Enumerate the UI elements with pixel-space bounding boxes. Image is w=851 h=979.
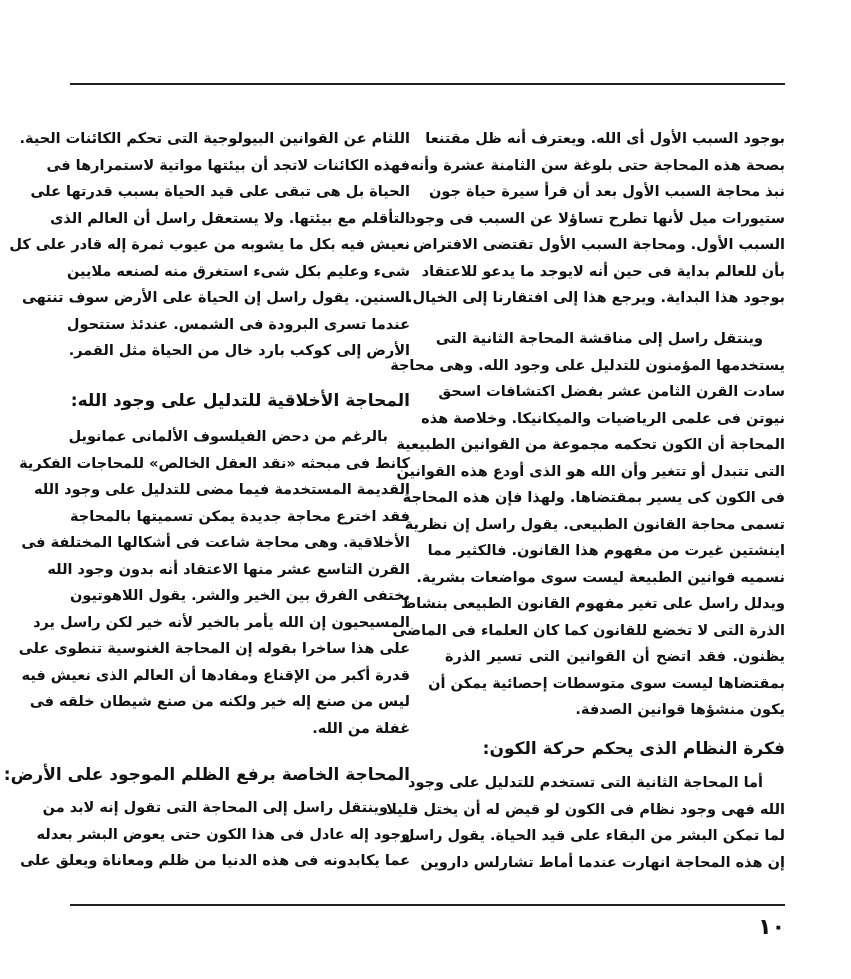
paragraph bbox=[386, 770, 785, 876]
text-line: سادت القرن الثامن عشر بفضل اكتشافات اسحق bbox=[438, 384, 785, 400]
text-line: القديمة المستخدمة فيما مضى للتدليل على وجود الله bbox=[33, 482, 410, 498]
text-line: الذرة التى لا تخضع للقانون كما كان العلماء فى الماضى bbox=[392, 622, 785, 639]
text-line: تسمى محاجة القانون الطبيعى. يقول راسل إن نظرية bbox=[404, 516, 785, 533]
text-line: ستيورات ميل لأنها تطرح تساؤلا عن السبب فى وجود bbox=[408, 210, 785, 227]
text-line: ليس من صنع إله خير ولكنه من صنع شيطان خلقه فى bbox=[29, 694, 410, 710]
section-heading: فكرة النظام الذى يحكم حركة الكون: bbox=[482, 739, 785, 759]
text-line: السنين. يقول راسل إن الحياة على الأرض سوف تنتهى bbox=[22, 290, 410, 306]
text-line: الأخلاقية. وهى محاجة شاعت فى أشكالها المختلفة فى bbox=[21, 535, 410, 551]
text-line: نبذ محاجة السبب الأول بعد أن قرأ سيرة حياة جون bbox=[429, 184, 785, 200]
text-line: الأرض إلى كوكب بارد خال من الحياة مثل القمر. bbox=[68, 343, 410, 359]
text-line: بوجود السبب الأول أى الله. ويعترف أنه ظل مقتنعا bbox=[425, 131, 785, 147]
text-line: المحاجة أن الكون تحكمه مجموعة من القوانين الطبيعية bbox=[396, 437, 785, 453]
text-line: يكون منشؤها قوانين الصدفة. bbox=[575, 702, 785, 718]
paragraph bbox=[18, 424, 410, 742]
text-line: اللثام عن القوانين البيولوجية التى تحكم الكائنات الحية. bbox=[19, 131, 410, 147]
top-rule bbox=[70, 83, 785, 85]
text-line: إن هذه المحاجة انهارت عندما أماط تشارلس داروين bbox=[420, 854, 785, 871]
paragraph bbox=[20, 795, 410, 875]
text-line: اينشتين غيرت من مفهوم هذا القانون. فالكثير مما bbox=[427, 543, 785, 559]
text-line: عندما تسرى البرودة فى الشمس. عندئذ ستتحول bbox=[66, 316, 410, 333]
text-line: كانط فى مبحثه «نقد العقل الخالص» للمحاجات الفكرية bbox=[19, 455, 410, 472]
text-line: أما المحاجة الثانية التى تستخدم للتدليل على وجود bbox=[408, 775, 763, 791]
text-line: المسيحيون إن الله يأمر بالخير لأنه خير لكن راسل يرد bbox=[33, 614, 410, 631]
text-line: قدرة أكبر من الإقناع ومفادها أن العالم الذى نعيش فيه bbox=[21, 667, 410, 684]
page-number: ١٠ bbox=[758, 915, 785, 940]
text-line: نعيش فيه بكل ما يشوبه من عيوب ثمرة إله قادر على كل bbox=[9, 237, 410, 253]
text-line: التأقلم مع بيئتها. ولا يستعقل راسل أن العالم الذى bbox=[50, 210, 410, 227]
text-line: يختفى الفرق بين الخير والشر. يقول اللاهوتيون bbox=[70, 588, 410, 604]
text-line: على هذا ساخرا بقوله إن المحاجة الغنوسية تنطوى على bbox=[18, 641, 410, 657]
text-line: بأن للعالم بداية فى حين أنه لايوجد ما يدعو للاعتقاد bbox=[421, 263, 785, 280]
text-line: فقد اخترع محاجة جديدة يمكن تسميتها بالمحاجة bbox=[70, 508, 410, 525]
section-heading: المحاجة الأخلاقية للتدليل على وجود الله: bbox=[70, 391, 410, 411]
text-line: بصحة هذه المحاجة حتى بلوغة سن الثامنة عشرة وأنه bbox=[409, 157, 785, 174]
text-line: فى الكون كى يسير بمقتضاها. ولهذا فإن هذه المحاجة bbox=[402, 490, 785, 506]
text-line: وجود إله عادل فى هذا الكون حتى يعوض البشر بعدله bbox=[36, 826, 410, 843]
paragraph bbox=[390, 326, 785, 724]
text-line: بالرغم من دحض الفيلسوف الألمانى عمانويل bbox=[68, 429, 388, 445]
paragraph bbox=[407, 126, 785, 312]
text-line: وينتقل راسل إلى المحاجة التى تقول إنه لابد من bbox=[42, 800, 388, 816]
text-line: بوجود هذا البداية. ويرجع هذا إلى افتقارنا إلى الخيال. bbox=[407, 290, 785, 306]
text-line: نسميه قوانين الطبيعة ليست سوى مواضعات بشرية. bbox=[416, 569, 785, 586]
text-line: شىء وعليم بكل شىء استغرق منه لصنعه ملايين bbox=[66, 263, 410, 280]
text-line: القرن التاسع عشر منها الاعتقاد أنه بدون وجود الله bbox=[47, 561, 410, 578]
text-line: الله فهى وجود نظام فى الكون لو قيض له أن يختل قليلا bbox=[386, 801, 785, 818]
text-line: فهذه الكائنات لاتجد أن بيئتها مواتية لاستمرارها فى bbox=[46, 157, 410, 174]
text-line: بمقتضاها ليست سوى متوسطات إحصائية يمكن أن bbox=[428, 675, 785, 692]
bottom-rule bbox=[70, 904, 785, 906]
text-line: يستخدمها المؤمنون للتدليل على وجود الله. وهى محاجة bbox=[390, 357, 785, 374]
text-line: عما يكابدونه فى هذه الدنيا من ظلم ومعاناة ويعلق على bbox=[20, 853, 410, 869]
text-line: يظنون. فقد اتضح أن القوانين التى تسير الذرة bbox=[445, 649, 785, 665]
text-line: وينتقل راسل إلى مناقشة المحاجة الثانية التى bbox=[435, 331, 763, 347]
section-heading: المحاجة الخاصة برفع الظلم الموجود على الأرض: bbox=[3, 765, 410, 785]
paragraph bbox=[9, 126, 410, 365]
text-line: لما تمكن البشر من البقاء على قيد الحياة. يقول راسل bbox=[401, 828, 785, 844]
text-line: نيوتن فى علمى الرياضيات والميكانيكا. وخلاصة هذه bbox=[421, 410, 785, 427]
text-line: السبب الأول. ومحاجة السبب الأول تقتضى الافتراض bbox=[413, 237, 785, 253]
text-line: غفلة من الله. bbox=[312, 720, 410, 737]
text-line: الحياة بل هى تبقى على قيد الحياة بسبب قدرتها على bbox=[30, 184, 410, 200]
text-line: ويدلل راسل على تغير مفهوم القانون الطبيعى بنشاط bbox=[401, 596, 785, 612]
text-line: التى تتبدل أو تتغير وأن الله هو الذى أودع هذه القوانين bbox=[396, 463, 785, 480]
